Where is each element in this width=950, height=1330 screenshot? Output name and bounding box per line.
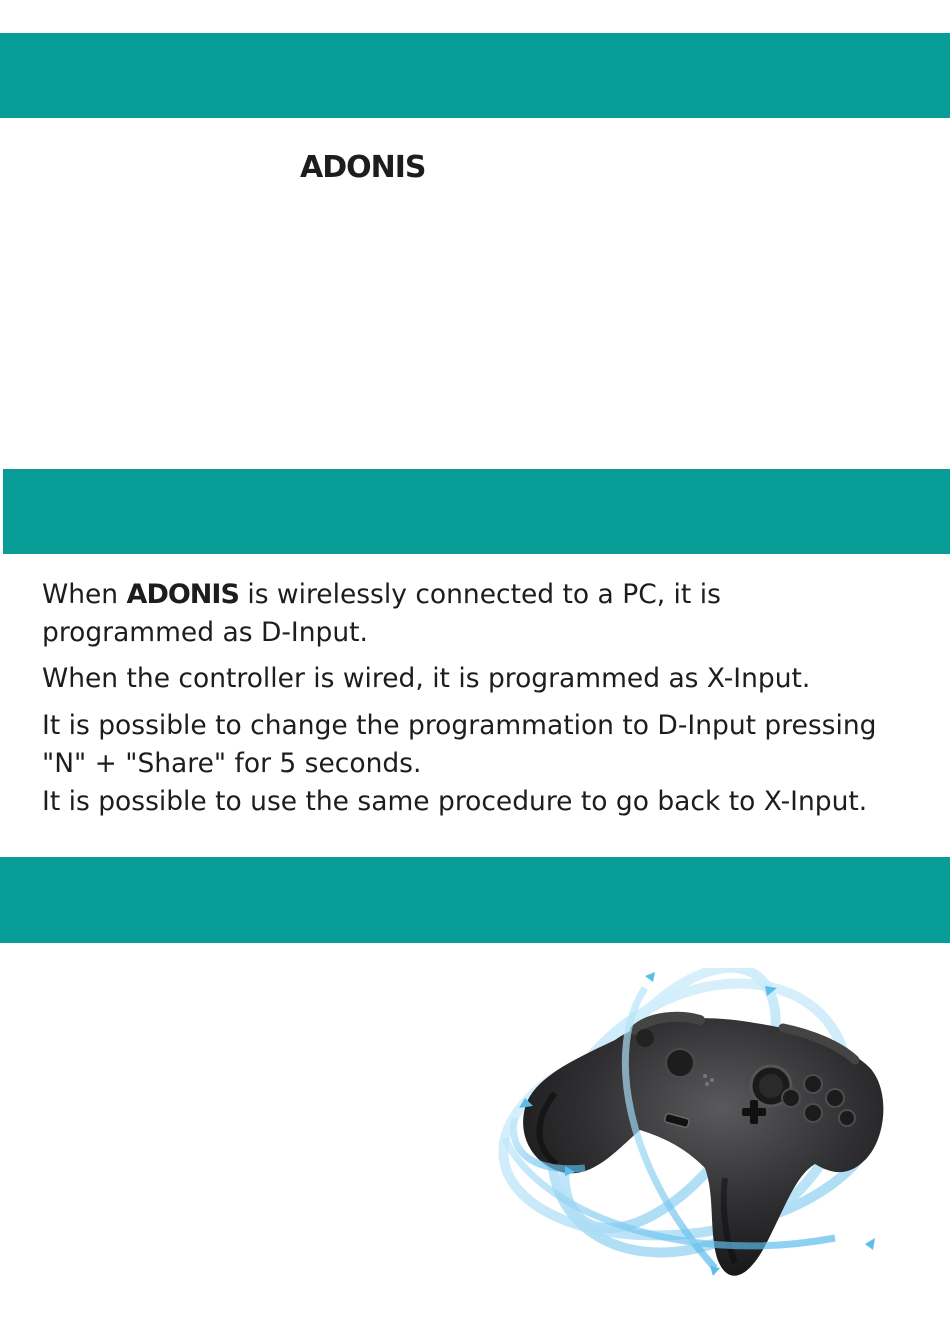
text-go-back: It is possible to use the same procedure to go back to X-Input.	[42, 786, 868, 817]
adonis-logo: ADONIS	[300, 150, 426, 185]
text-change: It is possible to change the programmation to D-Input pressing	[42, 710, 877, 741]
text-buttons: "N" + "Share" for 5 seconds.	[42, 748, 422, 779]
paragraph-wireless	[42, 576, 721, 652]
section-header-band-2	[3, 469, 950, 554]
paragraph-wired	[42, 660, 810, 698]
section-header-band-1	[0, 33, 950, 118]
adonis-inline-logo: ADONIS	[126, 579, 239, 610]
text-wireless: is wirelessly connected to a PC, it is	[247, 579, 721, 610]
section-header-band-3	[0, 857, 950, 943]
gamepad-motion-image	[495, 968, 895, 1293]
text-when: When	[42, 579, 119, 610]
text-dinput: programmed as D-Input.	[42, 617, 368, 648]
paragraph-switch	[42, 707, 876, 821]
text-wired: When the controller is wired, it is programmed as X-Input.	[42, 663, 811, 694]
